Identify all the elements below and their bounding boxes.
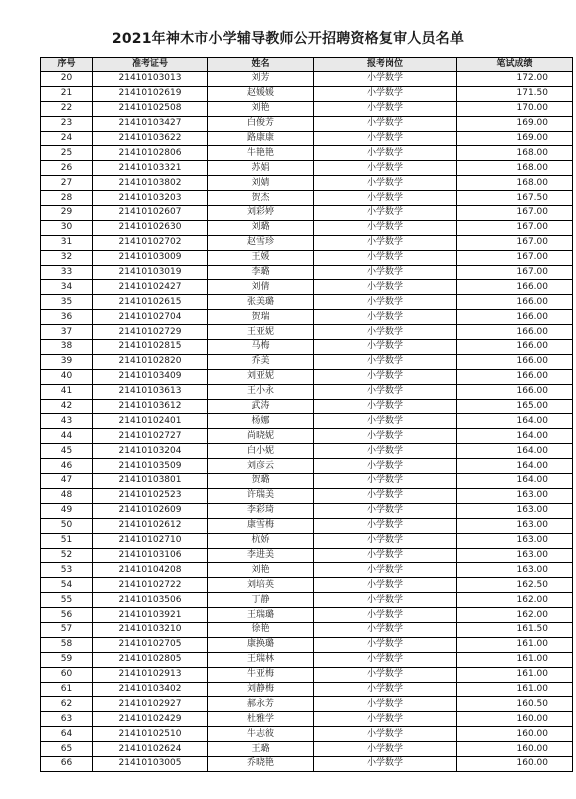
- cell-name: 牛亚梅: [208, 667, 314, 682]
- cell-position: 小学数学: [314, 191, 457, 206]
- table-row: [41, 563, 573, 578]
- cell-exam-id: 21410102619: [93, 86, 208, 101]
- cell-score: 166.00: [457, 369, 573, 384]
- cell-exam-id: 21410103409: [93, 369, 208, 384]
- table-row: [41, 72, 573, 87]
- cell-score: 167.50: [457, 191, 573, 206]
- cell-position: 小学数学: [314, 354, 457, 369]
- cell-score: 169.00: [457, 131, 573, 146]
- cell-seq: 64: [41, 727, 93, 742]
- cell-seq: 57: [41, 622, 93, 637]
- table-row: [41, 220, 573, 235]
- cell-name: 武涛: [208, 399, 314, 414]
- table-row: [41, 459, 573, 474]
- cell-exam-id: 21410102612: [93, 518, 208, 533]
- cell-position: 小学数学: [314, 86, 457, 101]
- cell-exam-id: 21410102615: [93, 295, 208, 310]
- cell-score: 164.00: [457, 444, 573, 459]
- cell-score: 168.00: [457, 176, 573, 191]
- cell-exam-id: 21410102722: [93, 578, 208, 593]
- cell-score: 166.00: [457, 384, 573, 399]
- cell-name: 乔美: [208, 354, 314, 369]
- cell-score: 163.00: [457, 533, 573, 548]
- cell-position: 小学数学: [314, 340, 457, 355]
- cell-name: 王瑞璐: [208, 608, 314, 623]
- cell-seq: 40: [41, 369, 93, 384]
- cell-name: 马梅: [208, 340, 314, 355]
- cell-position: 小学数学: [314, 72, 457, 87]
- cell-exam-id: 21410103203: [93, 191, 208, 206]
- table-row: [41, 101, 573, 116]
- table-row: [41, 414, 573, 429]
- cell-exam-id: 21410102913: [93, 667, 208, 682]
- cell-name: 康雪梅: [208, 518, 314, 533]
- cell-exam-id: 21410102630: [93, 220, 208, 235]
- table-header-row: [41, 58, 573, 72]
- table-row: [41, 474, 573, 489]
- table-row: [41, 340, 573, 355]
- cell-exam-id: 21410102427: [93, 280, 208, 295]
- cell-position: 小学数学: [314, 488, 457, 503]
- cell-seq: 61: [41, 682, 93, 697]
- table-row: [41, 429, 573, 444]
- cell-position: 小学数学: [314, 176, 457, 191]
- cell-seq: 44: [41, 429, 93, 444]
- cell-position: 小学数学: [314, 280, 457, 295]
- cell-position: 小学数学: [314, 727, 457, 742]
- cell-position: 小学数学: [314, 652, 457, 667]
- cell-name: 杭娇: [208, 533, 314, 548]
- cell-position: 小学数学: [314, 533, 457, 548]
- cell-exam-id: 21410103613: [93, 384, 208, 399]
- cell-exam-id: 21410102609: [93, 503, 208, 518]
- cell-position: 小学数学: [314, 161, 457, 176]
- table-row: [41, 354, 573, 369]
- cell-score: 167.00: [457, 220, 573, 235]
- cell-seq: 28: [41, 191, 93, 206]
- cell-exam-id: 21410103427: [93, 116, 208, 131]
- cell-seq: 47: [41, 474, 93, 489]
- table-row: [41, 742, 573, 757]
- cell-exam-id: 21410103802: [93, 176, 208, 191]
- cell-seq: 45: [41, 444, 93, 459]
- cell-name: 乔晓艳: [208, 756, 314, 771]
- cell-position: 小学数学: [314, 265, 457, 280]
- cell-position: 小学数学: [314, 444, 457, 459]
- cell-name: 牛志彼: [208, 727, 314, 742]
- cell-score: 161.00: [457, 667, 573, 682]
- cell-exam-id: 21410102508: [93, 101, 208, 116]
- cell-seq: 24: [41, 131, 93, 146]
- cell-score: 163.00: [457, 548, 573, 563]
- cell-name: 刘亚妮: [208, 369, 314, 384]
- cell-position: 小学数学: [314, 101, 457, 116]
- cell-exam-id: 21410102806: [93, 146, 208, 161]
- cell-score: 163.00: [457, 563, 573, 578]
- cell-position: 小学数学: [314, 756, 457, 771]
- cell-score: 167.00: [457, 250, 573, 265]
- cell-seq: 66: [41, 756, 93, 771]
- cell-name: 刘彩婷: [208, 206, 314, 221]
- table-row: [41, 295, 573, 310]
- cell-exam-id: 21410102705: [93, 637, 208, 652]
- cell-seq: 34: [41, 280, 93, 295]
- cell-name: 刘培英: [208, 578, 314, 593]
- cell-seq: 38: [41, 340, 93, 355]
- cell-name: 刘婧: [208, 176, 314, 191]
- cell-score: 162.00: [457, 608, 573, 623]
- cell-seq: 33: [41, 265, 93, 280]
- cell-seq: 62: [41, 697, 93, 712]
- cell-name: 王小永: [208, 384, 314, 399]
- cell-seq: 22: [41, 101, 93, 116]
- table-row: [41, 756, 573, 771]
- cell-position: 小学数学: [314, 250, 457, 265]
- cell-exam-id: 21410103106: [93, 548, 208, 563]
- cell-exam-id: 21410102727: [93, 429, 208, 444]
- cell-seq: 48: [41, 488, 93, 503]
- cell-name: 赵媛媛: [208, 86, 314, 101]
- cell-position: 小学数学: [314, 667, 457, 682]
- cell-position: 小学数学: [314, 503, 457, 518]
- cell-seq: 55: [41, 593, 93, 608]
- cell-score: 166.00: [457, 295, 573, 310]
- cell-exam-id: 21410103506: [93, 593, 208, 608]
- cell-seq: 27: [41, 176, 93, 191]
- cell-position: 小学数学: [314, 712, 457, 727]
- cell-exam-id: 21410103210: [93, 622, 208, 637]
- cell-position: 小学数学: [314, 369, 457, 384]
- cell-seq: 43: [41, 414, 93, 429]
- table-row: [41, 146, 573, 161]
- cell-score: 160.00: [457, 742, 573, 757]
- cell-seq: 32: [41, 250, 93, 265]
- cell-score: 164.00: [457, 474, 573, 489]
- cell-exam-id: 21410102805: [93, 652, 208, 667]
- cell-seq: 23: [41, 116, 93, 131]
- cell-score: 160.00: [457, 727, 573, 742]
- cell-seq: 30: [41, 220, 93, 235]
- cell-exam-id: 21410103509: [93, 459, 208, 474]
- page-title: 2021年神木市小学辅导教师公开招聘资格复审人员名单: [111, 31, 465, 47]
- cell-exam-id: 21410103801: [93, 474, 208, 489]
- cell-exam-id: 21410102820: [93, 354, 208, 369]
- cell-exam-id: 21410102729: [93, 325, 208, 340]
- cell-exam-id: 21410103402: [93, 682, 208, 697]
- cell-position: 小学数学: [314, 429, 457, 444]
- table-row: [41, 191, 573, 206]
- cell-score: 166.00: [457, 354, 573, 369]
- cell-name: 白俊芳: [208, 116, 314, 131]
- cell-score: 164.00: [457, 429, 573, 444]
- cell-position: 小学数学: [314, 384, 457, 399]
- table-row: [41, 280, 573, 295]
- cell-seq: 60: [41, 667, 93, 682]
- header-name: 姓名: [208, 58, 314, 72]
- cell-score: 161.50: [457, 622, 573, 637]
- cell-seq: 41: [41, 384, 93, 399]
- table-row: [41, 235, 573, 250]
- cell-seq: 51: [41, 533, 93, 548]
- cell-position: 小学数学: [314, 399, 457, 414]
- cell-seq: 58: [41, 637, 93, 652]
- cell-name: 贺瑞: [208, 310, 314, 325]
- table-row: [41, 176, 573, 191]
- cell-position: 小学数学: [314, 697, 457, 712]
- cell-seq: 26: [41, 161, 93, 176]
- cell-seq: 52: [41, 548, 93, 563]
- table-row: [41, 608, 573, 623]
- cell-name: 刘艳: [208, 563, 314, 578]
- cell-score: 163.00: [457, 503, 573, 518]
- cell-exam-id: 21410103009: [93, 250, 208, 265]
- cell-seq: 50: [41, 518, 93, 533]
- cell-score: 162.50: [457, 578, 573, 593]
- cell-exam-id: 21410102927: [93, 697, 208, 712]
- cell-name: 李进美: [208, 548, 314, 563]
- table-row: [41, 161, 573, 176]
- cell-score: 167.00: [457, 265, 573, 280]
- cell-score: 163.00: [457, 518, 573, 533]
- cell-score: 161.00: [457, 637, 573, 652]
- table-row: [41, 652, 573, 667]
- cell-score: 160.00: [457, 712, 573, 727]
- cell-score: 166.00: [457, 280, 573, 295]
- table-row: [41, 593, 573, 608]
- table-row: [41, 131, 573, 146]
- cell-seq: 21: [41, 86, 93, 101]
- cell-score: 167.00: [457, 235, 573, 250]
- cell-name: 刘艳: [208, 101, 314, 116]
- header-score: 笔试成绩: [457, 58, 573, 72]
- cell-exam-id: 21410102523: [93, 488, 208, 503]
- table-row: [41, 310, 573, 325]
- table-row: [41, 384, 573, 399]
- cell-exam-id: 21410102704: [93, 310, 208, 325]
- cell-score: 168.00: [457, 161, 573, 176]
- cell-name: 赵雪珍: [208, 235, 314, 250]
- cell-name: 李璐: [208, 265, 314, 280]
- header-exam-id: 准考证号: [93, 58, 208, 72]
- table-row: [41, 637, 573, 652]
- table-row: [41, 250, 573, 265]
- cell-seq: 39: [41, 354, 93, 369]
- cell-exam-id: 21410103005: [93, 756, 208, 771]
- cell-name: 康换璐: [208, 637, 314, 652]
- cell-position: 小学数学: [314, 206, 457, 221]
- candidate-table: [40, 57, 573, 772]
- cell-seq: 59: [41, 652, 93, 667]
- cell-exam-id: 21410102510: [93, 727, 208, 742]
- cell-exam-id: 21410103622: [93, 131, 208, 146]
- cell-score: 166.00: [457, 325, 573, 340]
- cell-name: 刘璐: [208, 220, 314, 235]
- cell-score: 164.00: [457, 459, 573, 474]
- table-row: [41, 444, 573, 459]
- header-position: 报考岗位: [314, 58, 457, 72]
- cell-position: 小学数学: [314, 235, 457, 250]
- cell-name: 王媛: [208, 250, 314, 265]
- cell-position: 小学数学: [314, 608, 457, 623]
- table-row: [41, 325, 573, 340]
- cell-position: 小学数学: [314, 548, 457, 563]
- cell-position: 小学数学: [314, 459, 457, 474]
- cell-seq: 29: [41, 206, 93, 221]
- cell-seq: 53: [41, 563, 93, 578]
- cell-name: 徐艳: [208, 622, 314, 637]
- cell-exam-id: 21410102815: [93, 340, 208, 355]
- cell-exam-id: 21410102624: [93, 742, 208, 757]
- cell-seq: 31: [41, 235, 93, 250]
- cell-score: 166.00: [457, 340, 573, 355]
- cell-seq: 65: [41, 742, 93, 757]
- cell-name: 丁静: [208, 593, 314, 608]
- cell-name: 李彩琦: [208, 503, 314, 518]
- table-row: [41, 399, 573, 414]
- table-row: [41, 622, 573, 637]
- cell-position: 小学数学: [314, 474, 457, 489]
- cell-name: 王璐: [208, 742, 314, 757]
- table-row: [41, 727, 573, 742]
- cell-name: 杨娜: [208, 414, 314, 429]
- table-row: [41, 712, 573, 727]
- cell-score: 165.00: [457, 399, 573, 414]
- cell-name: 许瑞美: [208, 488, 314, 503]
- cell-seq: 35: [41, 295, 93, 310]
- cell-position: 小学数学: [314, 742, 457, 757]
- cell-position: 小学数学: [314, 518, 457, 533]
- table-row: [41, 578, 573, 593]
- cell-exam-id: 21410102702: [93, 235, 208, 250]
- cell-exam-id: 21410103921: [93, 608, 208, 623]
- cell-name: 王亚妮: [208, 325, 314, 340]
- table-row: [41, 116, 573, 131]
- cell-score: 172.00: [457, 72, 573, 87]
- cell-score: 162.00: [457, 593, 573, 608]
- cell-score: 160.50: [457, 697, 573, 712]
- cell-exam-id: 21410103321: [93, 161, 208, 176]
- cell-score: 164.00: [457, 414, 573, 429]
- table-row: [41, 667, 573, 682]
- table-row: [41, 682, 573, 697]
- cell-score: 171.50: [457, 86, 573, 101]
- cell-name: 王瑞林: [208, 652, 314, 667]
- cell-exam-id: 21410103019: [93, 265, 208, 280]
- table-row: [41, 518, 573, 533]
- cell-exam-id: 21410102607: [93, 206, 208, 221]
- cell-seq: 37: [41, 325, 93, 340]
- cell-position: 小学数学: [314, 295, 457, 310]
- table-row: [41, 533, 573, 548]
- table-row: [41, 369, 573, 384]
- cell-position: 小学数学: [314, 131, 457, 146]
- cell-exam-id: 21410102429: [93, 712, 208, 727]
- cell-name: 贺杰: [208, 191, 314, 206]
- cell-name: 刘静梅: [208, 682, 314, 697]
- cell-exam-id: 21410104208: [93, 563, 208, 578]
- cell-score: 167.00: [457, 206, 573, 221]
- cell-name: 张美璐: [208, 295, 314, 310]
- cell-seq: 25: [41, 146, 93, 161]
- cell-seq: 49: [41, 503, 93, 518]
- cell-exam-id: 21410103204: [93, 444, 208, 459]
- cell-name: 苏娟: [208, 161, 314, 176]
- cell-name: 路康康: [208, 131, 314, 146]
- cell-position: 小学数学: [314, 622, 457, 637]
- cell-position: 小学数学: [314, 563, 457, 578]
- cell-name: 刘彦云: [208, 459, 314, 474]
- cell-name: 牛艳艳: [208, 146, 314, 161]
- cell-name: 郝永芳: [208, 697, 314, 712]
- cell-position: 小学数学: [314, 325, 457, 340]
- cell-seq: 46: [41, 459, 93, 474]
- cell-seq: 42: [41, 399, 93, 414]
- cell-name: 贺璐: [208, 474, 314, 489]
- header-seq: 序号: [41, 58, 93, 72]
- cell-score: 168.00: [457, 146, 573, 161]
- table-row: [41, 86, 573, 101]
- table-row: [41, 488, 573, 503]
- cell-score: 169.00: [457, 116, 573, 131]
- cell-position: 小学数学: [314, 593, 457, 608]
- cell-position: 小学数学: [314, 310, 457, 325]
- cell-name: 刘倩: [208, 280, 314, 295]
- cell-name: 尚晓妮: [208, 429, 314, 444]
- table-row: [41, 206, 573, 221]
- table-row: [41, 503, 573, 518]
- cell-exam-id: 21410103612: [93, 399, 208, 414]
- cell-position: 小学数学: [314, 116, 457, 131]
- cell-seq: 36: [41, 310, 93, 325]
- cell-score: 163.00: [457, 488, 573, 503]
- table-row: [41, 548, 573, 563]
- cell-seq: 20: [41, 72, 93, 87]
- cell-name: 刘芳: [208, 72, 314, 87]
- table-row: [41, 697, 573, 712]
- cell-position: 小学数学: [314, 637, 457, 652]
- cell-position: 小学数学: [314, 146, 457, 161]
- cell-position: 小学数学: [314, 578, 457, 593]
- cell-score: 166.00: [457, 310, 573, 325]
- cell-name: 杜雅学: [208, 712, 314, 727]
- cell-seq: 63: [41, 712, 93, 727]
- cell-score: 161.00: [457, 682, 573, 697]
- cell-exam-id: 21410102710: [93, 533, 208, 548]
- cell-exam-id: 21410103013: [93, 72, 208, 87]
- cell-exam-id: 21410102401: [93, 414, 208, 429]
- cell-name: 白小妮: [208, 444, 314, 459]
- cell-seq: 56: [41, 608, 93, 623]
- cell-seq: 54: [41, 578, 93, 593]
- cell-score: 170.00: [457, 101, 573, 116]
- table-row: [41, 265, 573, 280]
- cell-score: 160.00: [457, 756, 573, 771]
- cell-position: 小学数学: [314, 414, 457, 429]
- cell-position: 小学数学: [314, 220, 457, 235]
- cell-score: 161.00: [457, 652, 573, 667]
- cell-position: 小学数学: [314, 682, 457, 697]
